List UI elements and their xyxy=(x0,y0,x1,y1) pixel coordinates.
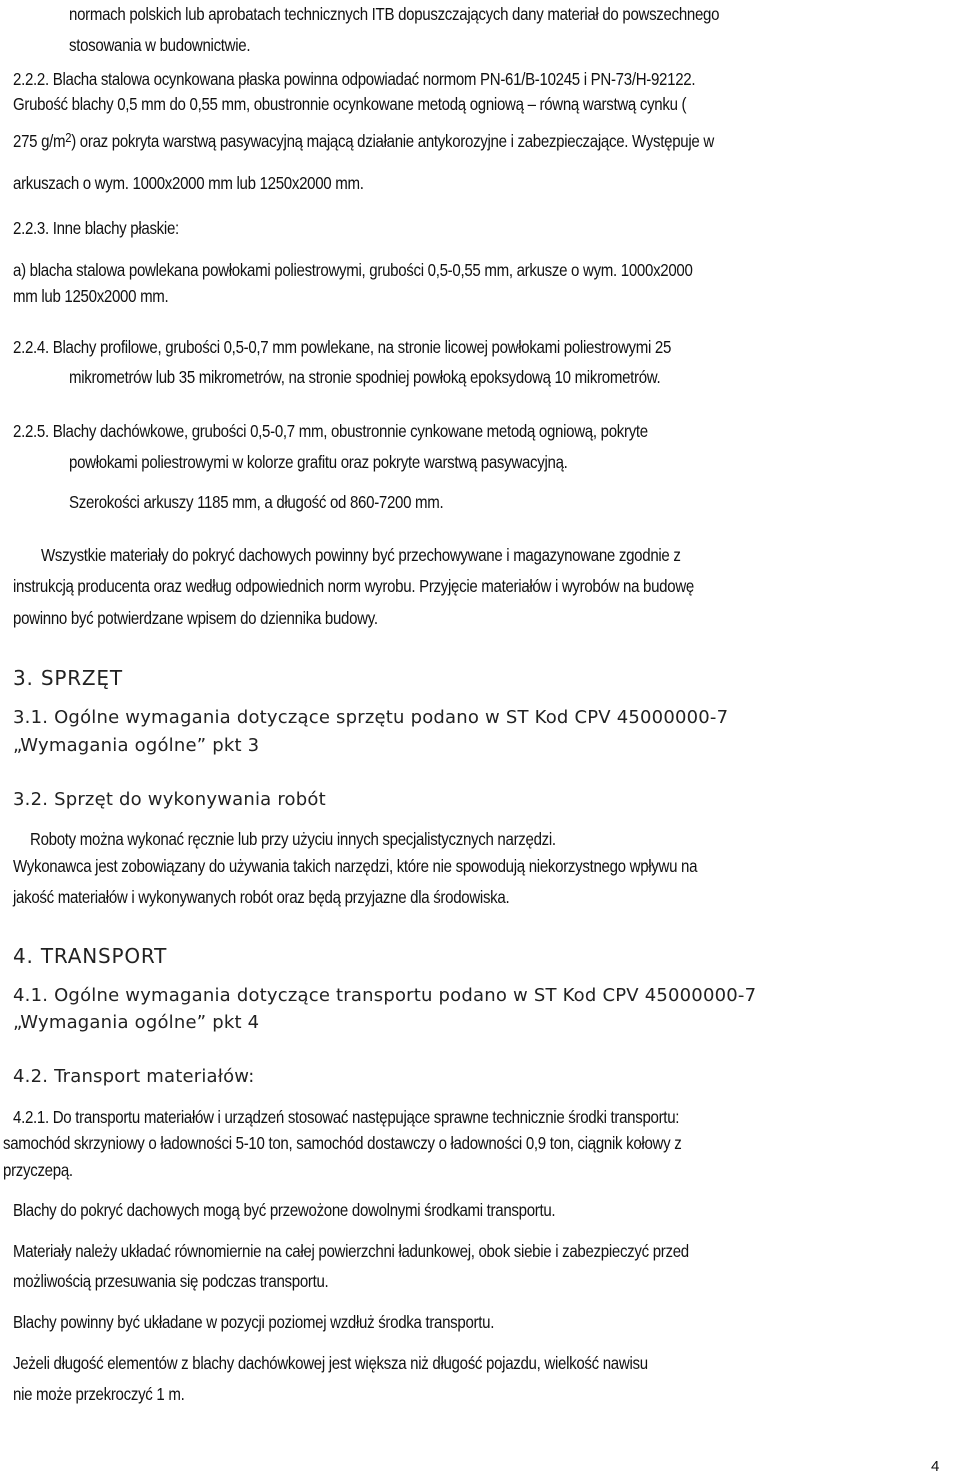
text-line: Szerokości arkuszy 1185 mm, a długość od 860-7200 mm. xyxy=(69,492,444,512)
text-line: 2.2.4. Blachy profilowe, grubości 0,5-0,7 mm powlekane, na stronie licowej powłokami poliestrowymi 25 xyxy=(13,337,672,357)
superscript: 2 xyxy=(65,130,72,145)
chapter-heading: 3. SPRZĘT xyxy=(13,666,123,690)
text-line: powinno być potwierdzane wpisem do dziennika budowy. xyxy=(13,608,378,628)
text-line: nie może przekroczyć 1 m. xyxy=(13,1384,185,1404)
section-heading: „Wymagania ogólne” pkt 3 xyxy=(13,735,260,756)
section-heading: 2.2.3. Inne blachy płaskie: xyxy=(13,218,179,238)
text-line: arkuszach o wym. 1000x2000 mm lub 1250x2000 mm. xyxy=(13,173,364,193)
text-line: 2.2.2. Blacha stalowa ocynkowana płaska powinna odpowiadać normom PN-61/B-10245 i PN-73/H-92122. xyxy=(13,69,696,89)
text-line: Blachy do pokryć dachowych mogą być przewożone dowolnymi środkami transportu. xyxy=(13,1200,556,1220)
text-line: Materiały należy układać równomiernie na całej powierzchni ładunkowej, obok siebie i zabezpieczyć przed xyxy=(13,1241,689,1261)
text-line: stosowania w budownictwie. xyxy=(69,35,251,55)
text-line: Roboty można wykonać ręcznie lub przy użyciu innych specjalistycznych narzędzi. xyxy=(30,829,556,849)
text-line: przyczepą. xyxy=(3,1160,73,1180)
text-line: 4.2.1. Do transportu materiałów i urządzeń stosować następujące sprawne technicznie środki transportu: xyxy=(13,1107,680,1127)
text-line: Grubość blachy 0,5 mm do 0,55 mm, obustronnie ocynkowane metodą ogniową – równą warstwą cynku ( xyxy=(13,94,687,114)
text-line: jakość materiałów i wykonywanych robót oraz będą przyjazne dla środowiska. xyxy=(13,887,510,907)
text-line: powłokami poliestrowymi w kolorze grafitu oraz pokryte warstwą pasywacyjną. xyxy=(69,452,568,472)
text-line: 275 $g/m^2$) oraz pokryta warstwą pasywacyjną mającą działanie antykorozyjne i zabezpieczające. Występuje w xyxy=(13,130,714,151)
section-heading: 3.2. Sprzęt do wykonywania robót xyxy=(13,789,326,810)
text-line: a) blacha stalowa powlekana powłokami poliestrowymi, grubości 0,5-0,55 mm, arkusze o wym. 1000x2000 xyxy=(13,260,693,280)
section-heading: 3.1. Ogólne wymagania dotyczące sprzętu podano w ST Kod CPV 45000000-7 xyxy=(13,707,729,728)
section-heading: 4.1. Ogólne wymagania dotyczące transportu podano w ST Kod CPV 45000000-7 xyxy=(13,985,757,1006)
text-line: 2.2.5. Blachy dachówkowe, grubości 0,5-0,7 mm, obustronnie cynkowane metodą ogniową, pokryte xyxy=(13,421,648,441)
page-number: 4 xyxy=(931,1458,940,1475)
text-line: Jeżeli długość elementów z blachy dachówkowej jest większa niż długość pojazdu, wielkość nawisu xyxy=(13,1353,648,1373)
text-line: samochód skrzyniowy o ładowności 5-10 ton, samochód dostawczy o ładowności 0,9 ton, ciągnik kołowy z xyxy=(3,1133,682,1153)
text-line: mikrometrów lub 35 mikrometrów, na stronie spodniej powłoką epoksydową 10 mikrometrów. xyxy=(69,367,661,387)
text-line: Wykonawca jest zobowiązany do używania takich narzędzi, które nie spowodują niekorzystnego wpływu na xyxy=(13,856,698,876)
text-line: normach polskich lub aprobatach technicznych ITB dopuszczających dany materiał do powszechnego xyxy=(69,4,720,24)
text-line: Blachy powinny być układane w pozycji poziomej wzdłuż środka transportu. xyxy=(13,1312,495,1332)
text-line: Wszystkie materiały do pokryć dachowych powinny być przechowywane i magazynowane zgodnie z xyxy=(41,545,681,565)
text-line: mm lub 1250x2000 mm. xyxy=(13,286,169,306)
section-heading: 4.2. Transport materiałów: xyxy=(13,1066,255,1087)
text-line: instrukcją producenta oraz według odpowiednich norm wyrobu. Przyjęcie materiałów i wyrobów na budowę xyxy=(13,576,694,596)
section-heading: „Wymagania ogólne” pkt 4 xyxy=(13,1012,260,1033)
chapter-heading: 4. TRANSPORT xyxy=(13,944,168,968)
text-line: możliwością przesuwania się podczas transportu. xyxy=(13,1271,329,1291)
